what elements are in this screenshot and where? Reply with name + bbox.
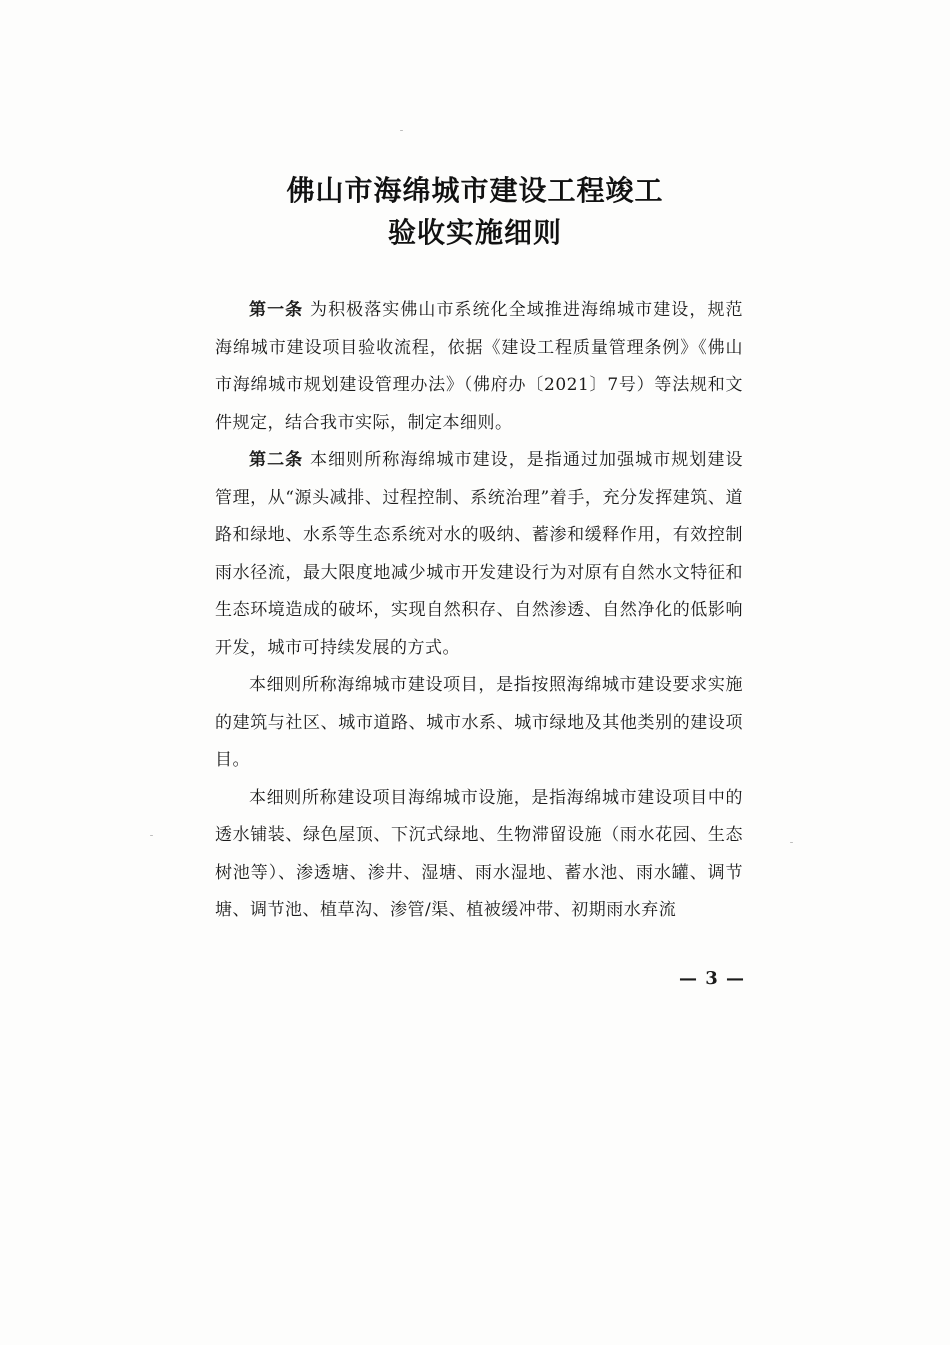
document-title: [0, 170, 950, 254]
article-2-label: 第二条: [249, 450, 304, 470]
article-1-label: 第一条: [249, 300, 304, 320]
scan-speck: [400, 130, 403, 131]
article-2-text: 本细则所称海绵城市建设，是指通过加强城市规划建设管理，从“源头减排、过程控制、系统治理”着手，充分发挥建筑、道路和绿地、水系等生态系统对水的吸纳、蓄渗和缓释作用，有效控制雨水径流，最大限度地减少城市开发建设行为对原有自然水文特征和生态环境造成的破坏，实现自然积存、自然渗透、自然净化的低影响开发，城市可持续发展的方式。: [215, 450, 744, 658]
title-line-1: 佛山市海绵城市建设工程竣工: [286, 174, 664, 207]
paragraph-facility-definition: [215, 780, 743, 930]
article-1: [215, 292, 743, 442]
page-number: — 3 —: [678, 968, 745, 989]
document-body: [215, 292, 743, 930]
paragraph-facility-definition-text: 本细则所称建设项目海绵城市设施，是指海绵城市建设项目中的透水铺装、绿色屋顶、下沉式绿地、生物滞留设施（雨水花园、生态树池等）、渗透塘、渗井、湿塘、雨水湿地、蓄水池、雨水罐、调节塘、调节池、植草沟、渗管/渠、植被缓冲带、初期雨水弃流: [215, 787, 743, 920]
article-1-text: 为积极落实佛山市系统化全域推进海绵城市建设，规范海绵城市建设项目验收流程，依据《建设工程质量管理条例》《佛山市海绵城市规划建设管理办法》（佛府办〔2021〕7号）等法规和文件规定，结合我市实际，制定本细则。: [215, 300, 744, 433]
title-line-2: 验收实施细则: [387, 216, 562, 249]
scan-speck: [150, 835, 153, 836]
article-2: [215, 442, 743, 667]
paragraph-project-definition-text: 本细则所称海绵城市建设项目，是指按照海绵城市建设要求实施的建筑与社区、城市道路、城市水系、城市绿地及其他类别的建设项目。: [215, 675, 743, 770]
scan-speck: [790, 842, 793, 843]
paragraph-project-definition: [215, 667, 743, 780]
